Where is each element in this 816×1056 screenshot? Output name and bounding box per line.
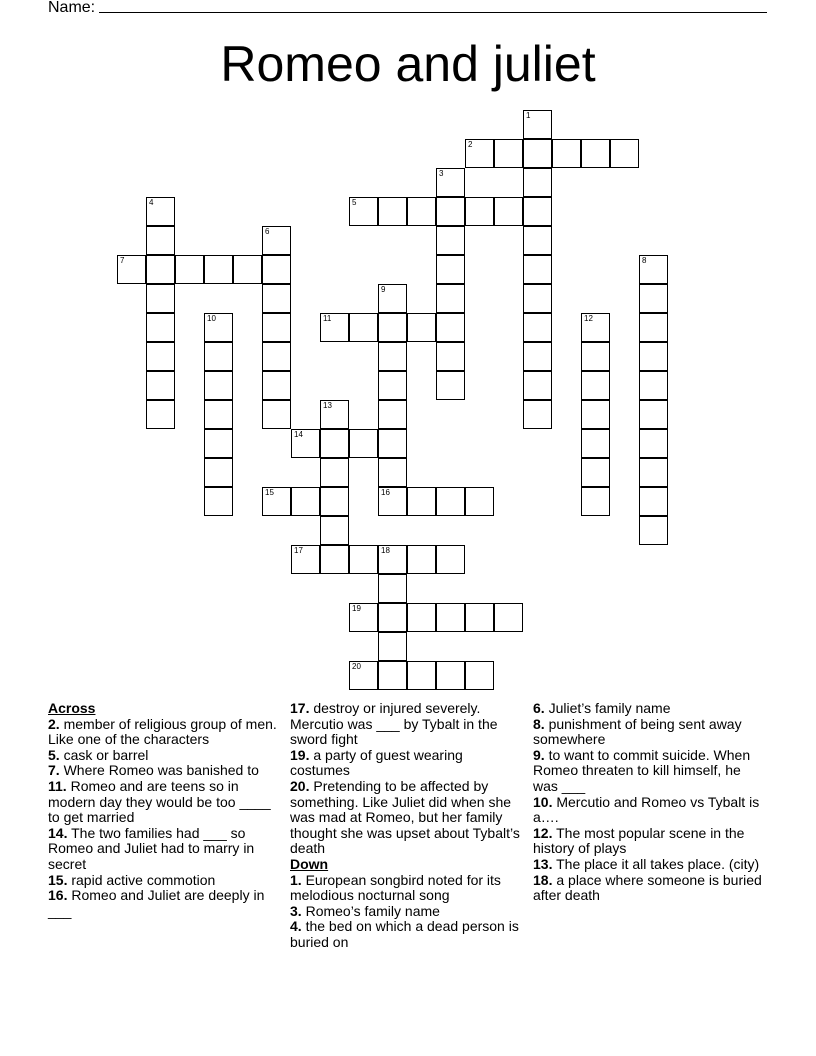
grid-cell[interactable]: [378, 429, 407, 458]
name-line[interactable]: [99, 0, 767, 13]
clue-text: rapid active commotion: [67, 871, 216, 888]
grid-cell[interactable]: [262, 313, 291, 342]
clue-number: 18.: [533, 871, 553, 888]
grid-cell[interactable]: [146, 226, 175, 255]
cell-number: 19: [352, 604, 361, 613]
clue-number: 15.: [48, 871, 68, 888]
grid-cell[interactable]: [581, 458, 610, 487]
grid-cell[interactable]: [146, 284, 175, 313]
grid-cell[interactable]: [204, 255, 233, 284]
grid-cell[interactable]: [639, 487, 668, 516]
grid-cell[interactable]: [581, 371, 610, 400]
grid-cell[interactable]: [639, 458, 668, 487]
clue-item: [290, 904, 522, 920]
clue-number: 2.: [48, 715, 60, 732]
grid-cell[interactable]: [204, 342, 233, 371]
cell-number: 15: [265, 488, 274, 497]
grid-cell[interactable]: [581, 342, 610, 371]
clue-item: [48, 888, 280, 919]
grid-cell[interactable]: [407, 603, 436, 632]
cell-number: 20: [352, 662, 361, 671]
clue-item: [533, 826, 765, 857]
grid-cell[interactable]: [320, 313, 349, 342]
grid-cell[interactable]: [378, 603, 407, 632]
clue-item: [533, 701, 765, 717]
grid-cell[interactable]: [378, 574, 407, 603]
grid-cell[interactable]: [436, 168, 465, 197]
clue-number: 17.: [290, 700, 310, 716]
grid-cell[interactable]: [494, 197, 523, 226]
grid-cell[interactable]: [407, 661, 436, 690]
grid-cell[interactable]: [262, 400, 291, 429]
grid-cell[interactable]: [581, 313, 610, 342]
grid-cell[interactable]: [581, 487, 610, 516]
grid-cell[interactable]: [204, 371, 233, 400]
grid-cell[interactable]: [639, 313, 668, 342]
grid-cell[interactable]: [581, 139, 610, 168]
clue-text: cask or barrel: [59, 746, 149, 763]
grid-cell[interactable]: [146, 255, 175, 284]
grid-cell[interactable]: [378, 342, 407, 371]
clue-number: 16.: [48, 887, 68, 904]
grid-cell[interactable]: [639, 400, 668, 429]
grid-cell[interactable]: [262, 342, 291, 371]
clue-text: Romeo and Juliet are deeply in ___: [48, 887, 265, 919]
cell-number: 11: [323, 314, 332, 323]
cell-number: 7: [120, 256, 125, 265]
clue-number: 1.: [290, 871, 302, 888]
grid-cell[interactable]: [204, 400, 233, 429]
grid-cell[interactable]: [349, 429, 378, 458]
clue-heading-across: Across: [48, 700, 96, 716]
grid-cell[interactable]: [523, 400, 552, 429]
clue-number: 13.: [533, 855, 553, 872]
grid-cell[interactable]: [349, 197, 378, 226]
clue-number: 4.: [290, 918, 302, 935]
grid-cell[interactable]: [378, 458, 407, 487]
clue-item: [533, 795, 765, 826]
clue-text: Romeo’s family name: [301, 902, 440, 919]
grid-cell[interactable]: [523, 168, 552, 197]
cell-number: 3: [439, 169, 444, 178]
clue-item: [48, 873, 280, 889]
grid-cell[interactable]: [552, 139, 581, 168]
grid-cell[interactable]: [146, 342, 175, 371]
grid-cell[interactable]: [639, 429, 668, 458]
clue-text: Pretending to be affected by something. Like Juliet did when she was mad at Romeo, but her family thought she was upset about Tybalt’s death: [290, 777, 520, 857]
grid-cell[interactable]: [204, 313, 233, 342]
clue-number: 14.: [48, 824, 68, 841]
clue-number: 10.: [533, 793, 553, 810]
cell-number: 6: [265, 227, 270, 236]
grid-cell[interactable]: [378, 632, 407, 661]
grid-cell[interactable]: [262, 226, 291, 255]
clue-number: 5.: [48, 746, 60, 763]
cell-number: 14: [294, 430, 303, 439]
grid-cell[interactable]: [146, 400, 175, 429]
clue-text: destroy or injured severely. Mercutio was ___ by Tybalt in the sword fight: [290, 700, 498, 748]
grid-cell[interactable]: [465, 139, 494, 168]
grid-cell[interactable]: [523, 197, 552, 226]
grid-cell[interactable]: [436, 226, 465, 255]
cell-number: 16: [381, 488, 390, 497]
grid-cell[interactable]: [407, 197, 436, 226]
grid-cell[interactable]: [262, 255, 291, 284]
clue-text: member of religious group of men. Like one of the characters: [48, 715, 277, 748]
clue-item: [290, 701, 522, 748]
grid-cell[interactable]: [146, 313, 175, 342]
clue-number: 7.: [48, 762, 60, 779]
clue-text: The most popular scene in the history of plays: [533, 824, 745, 857]
grid-cell[interactable]: [407, 313, 436, 342]
grid-cell[interactable]: [378, 284, 407, 313]
grid-cell[interactable]: [436, 342, 465, 371]
cell-number: 5: [352, 198, 357, 207]
cell-number: 4: [149, 198, 154, 207]
grid-cell[interactable]: [204, 429, 233, 458]
grid-cell[interactable]: [349, 603, 378, 632]
cell-number: 9: [381, 285, 386, 294]
grid-cell[interactable]: [146, 197, 175, 226]
grid-cell[interactable]: [349, 313, 378, 342]
clue-text: Where Romeo was banished to: [59, 762, 259, 779]
grid-cell[interactable]: [262, 284, 291, 313]
grid-cell[interactable]: [523, 313, 552, 342]
clue-item: [533, 748, 765, 795]
clue-text: to want to commit suicide. When Romeo threaten to kill himself, he was ___: [533, 746, 751, 794]
clue-text: European songbird noted for its melodious nocturnal song: [290, 871, 501, 904]
grid-cell[interactable]: [349, 545, 378, 574]
grid-cell[interactable]: [204, 458, 233, 487]
cell-number: 17: [294, 546, 303, 555]
cell-number: 8: [642, 256, 647, 265]
clue-text: a place where someone is buried after death: [533, 871, 762, 904]
name-label: Name:: [48, 0, 96, 16]
clue-item: [290, 873, 522, 904]
clue-item: [48, 826, 280, 873]
clue-number: 12.: [533, 824, 553, 841]
grid-cell[interactable]: [494, 139, 523, 168]
grid-cell[interactable]: [291, 487, 320, 516]
clue-item: [290, 779, 522, 857]
grid-cell[interactable]: [639, 255, 668, 284]
grid-cell[interactable]: [523, 110, 552, 139]
clue-number: 19.: [290, 746, 310, 763]
grid-cell[interactable]: [639, 371, 668, 400]
cell-number: 13: [323, 401, 332, 410]
grid-cell[interactable]: [436, 371, 465, 400]
page-title: Romeo and juliet: [220, 36, 596, 92]
grid-cell[interactable]: [523, 371, 552, 400]
grid-cell[interactable]: [320, 400, 349, 429]
clue-number: 11.: [48, 777, 67, 794]
grid-cell[interactable]: [233, 255, 262, 284]
grid-cell[interactable]: [378, 197, 407, 226]
clues-column-3: [533, 701, 765, 904]
grid-cell[interactable]: [320, 545, 349, 574]
grid-cell[interactable]: [436, 197, 465, 226]
grid-cell[interactable]: [320, 516, 349, 545]
grid-cell[interactable]: [291, 545, 320, 574]
clue-number: 8.: [533, 715, 545, 732]
clue-text: Juliet’s family name: [544, 700, 671, 716]
grid-cell[interactable]: [436, 313, 465, 342]
grid-cell[interactable]: [407, 545, 436, 574]
clue-number: 3.: [290, 902, 302, 919]
cell-number: 10: [207, 314, 216, 323]
grid-cell[interactable]: [523, 342, 552, 371]
clue-item: [290, 919, 522, 950]
grid-cell[interactable]: [436, 603, 465, 632]
clue-text: Mercutio and Romeo vs Tybalt is a….: [533, 793, 760, 826]
grid-cell[interactable]: [378, 661, 407, 690]
grid-cell[interactable]: [378, 400, 407, 429]
grid-cell[interactable]: [175, 255, 204, 284]
clue-item: [533, 873, 765, 904]
cell-number: 12: [584, 314, 593, 323]
grid-cell[interactable]: [407, 487, 436, 516]
grid-cell[interactable]: [436, 487, 465, 516]
clue-item: [48, 717, 280, 748]
grid-cell[interactable]: [436, 255, 465, 284]
grid-cell[interactable]: [378, 487, 407, 516]
grid-cell[interactable]: [523, 284, 552, 313]
cell-number: 2: [468, 140, 473, 149]
clues-column-2: [290, 701, 522, 951]
grid-cell[interactable]: [639, 516, 668, 545]
grid-cell[interactable]: [378, 313, 407, 342]
clue-heading-down: Down: [290, 855, 329, 872]
clues-column-1: [48, 701, 280, 919]
grid-cell[interactable]: [639, 284, 668, 313]
clue-number: 20.: [290, 777, 310, 794]
clue-text: the bed on which a dead person is buried on: [290, 918, 519, 950]
grid-cell[interactable]: [378, 545, 407, 574]
grid-cell[interactable]: [204, 487, 233, 516]
grid-cell[interactable]: [465, 487, 494, 516]
grid-cell[interactable]: [523, 255, 552, 284]
grid-cell[interactable]: [117, 255, 146, 284]
grid-cell[interactable]: [349, 661, 378, 690]
clue-text: punishment of being sent away somewhere: [533, 715, 742, 748]
clue-text: The place it all takes place. (city): [552, 855, 760, 872]
grid-cell[interactable]: [262, 371, 291, 400]
grid-cell[interactable]: [378, 371, 407, 400]
clue-item: [290, 748, 522, 779]
grid-cell[interactable]: [436, 661, 465, 690]
clue-item: [48, 779, 280, 826]
clue-item: [48, 748, 280, 764]
grid-cell[interactable]: [436, 545, 465, 574]
grid-cell[interactable]: [465, 197, 494, 226]
grid-cell[interactable]: [320, 487, 349, 516]
clue-item: [533, 717, 765, 748]
grid-cell[interactable]: [465, 603, 494, 632]
clue-text: The two families had ___ so Romeo and Juliet had to marry in secret: [48, 824, 255, 872]
grid-cell[interactable]: [639, 342, 668, 371]
grid-cell[interactable]: [320, 458, 349, 487]
grid-cell[interactable]: [320, 429, 349, 458]
grid-cell[interactable]: [465, 661, 494, 690]
clue-number: 6.: [533, 700, 545, 716]
grid-cell[interactable]: [581, 429, 610, 458]
cell-number: 18: [381, 546, 390, 555]
grid-cell[interactable]: [291, 429, 320, 458]
grid-cell[interactable]: [581, 400, 610, 429]
grid-cell[interactable]: [494, 603, 523, 632]
cell-number: 1: [526, 111, 531, 120]
clue-item: [48, 763, 280, 779]
clue-text: Romeo and are teens so in modern day they would be too ____ to get married: [48, 777, 271, 826]
grid-cell[interactable]: [436, 284, 465, 313]
clue-text: a party of guest wearing costumes: [290, 746, 463, 779]
grid-cell[interactable]: [146, 371, 175, 400]
grid-cell[interactable]: [523, 139, 552, 168]
name-field[interactable]: [48, 0, 767, 17]
grid-cell[interactable]: [262, 487, 291, 516]
grid-cell[interactable]: [523, 226, 552, 255]
clue-item: [533, 857, 765, 873]
clue-number: 9.: [533, 746, 545, 763]
grid-cell[interactable]: [610, 139, 639, 168]
